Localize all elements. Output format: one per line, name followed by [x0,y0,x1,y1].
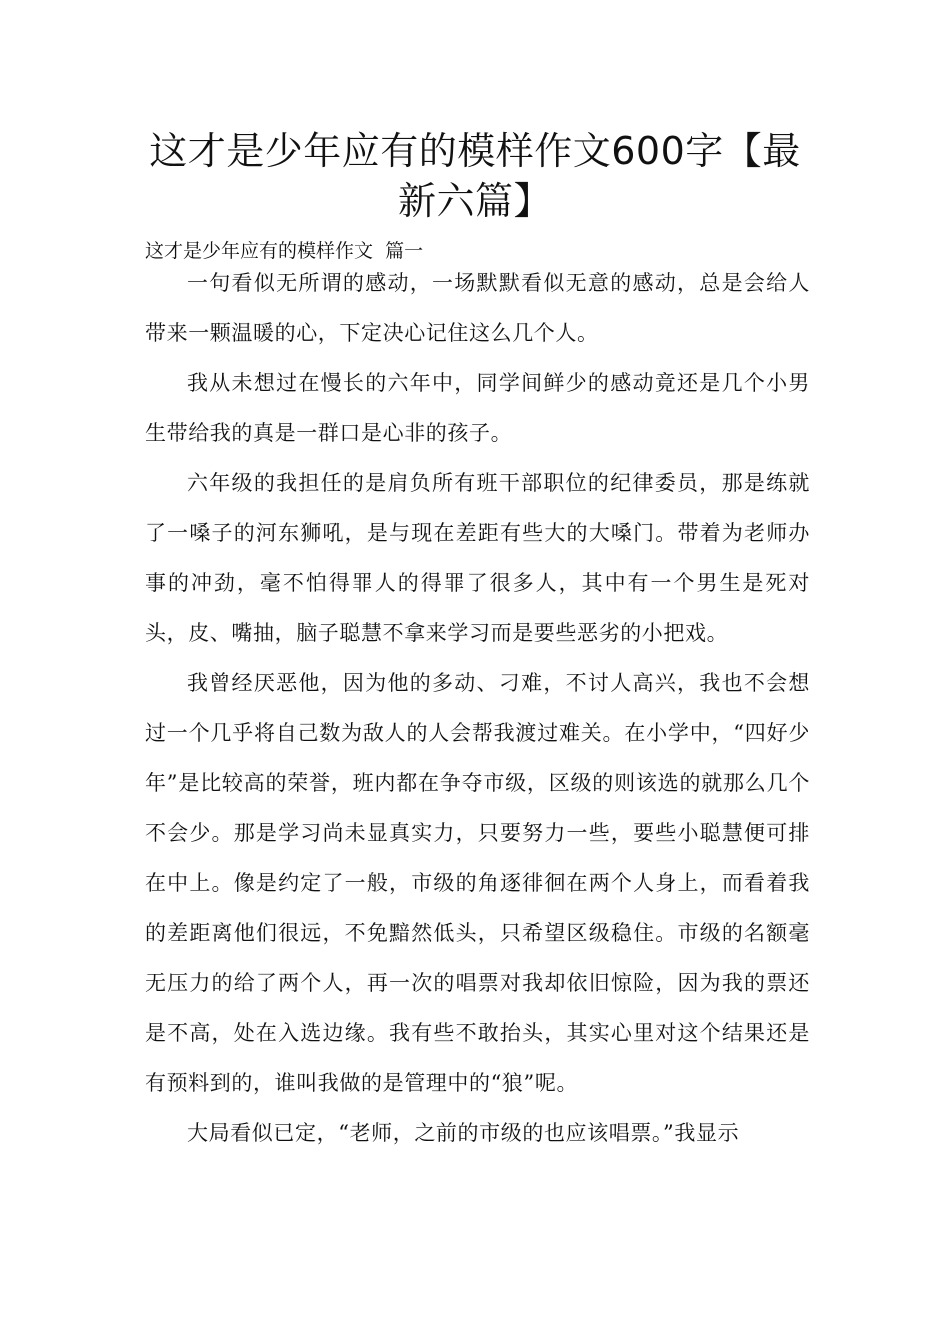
paragraph: 我从未想过在慢长的六年中，同学间鲜少的感动竟还是几个小男生带给我的真是一群口是心非的孩子。 [145,371,810,445]
document-body [145,258,810,1158]
document-title: 这才是少年应有的模样作文600字【最新六篇】 [149,129,801,223]
section-heading: 这才是少年应有的模样作文 篇一 [145,240,424,262]
paragraph: 我曾经厌恶他，因为他的多动、刁难，不讨人高兴，我也不会想过一个几乎将自己数为敌人的人会帮我渡过难关。在小学中，“四好少年”是比较高的荣誉，班内都在争夺市级，区级的则该选的就那么几个不会少。那是学习尚未显真实力，只要努力一些，要些小聪慧便可排在中上。像是约定了一般，市级的角逐徘徊在两个人身上，而看着我的差距离他们很远，不免黯然低头，只希望区级稳住。市级的名额毫无压力的给了两个人，再一次的唱票对我却依旧惊险，因为我的票还是不高，处在入选边缘。我有些不敢抬头，其实心里对这个结果还是有预料到的，谁叫我做的是管理中的“狼”呢。 [145,671,810,1095]
paragraph: 一句看似无所谓的感动，一场默默看似无意的感动，总是会给人带来一颗温暖的心，下定决心记住这么几个人。 [145,271,810,345]
paragraph: 大局看似已定，“老师，之前的市级的也应该唱票。”我显示 [187,1121,740,1145]
paragraph: 六年级的我担任的是肩负所有班干部职位的纪律委员，那是练就了一嗓子的河东狮吼，是与现在差距有些大的大嗓门。带着为老师办事的冲劲，毫不怕得罪人的得罪了很多人，其中有一个男生是死对头，皮、嘴抽，脑子聪慧不拿来学习而是要些恶劣的小把戏。 [145,471,810,645]
